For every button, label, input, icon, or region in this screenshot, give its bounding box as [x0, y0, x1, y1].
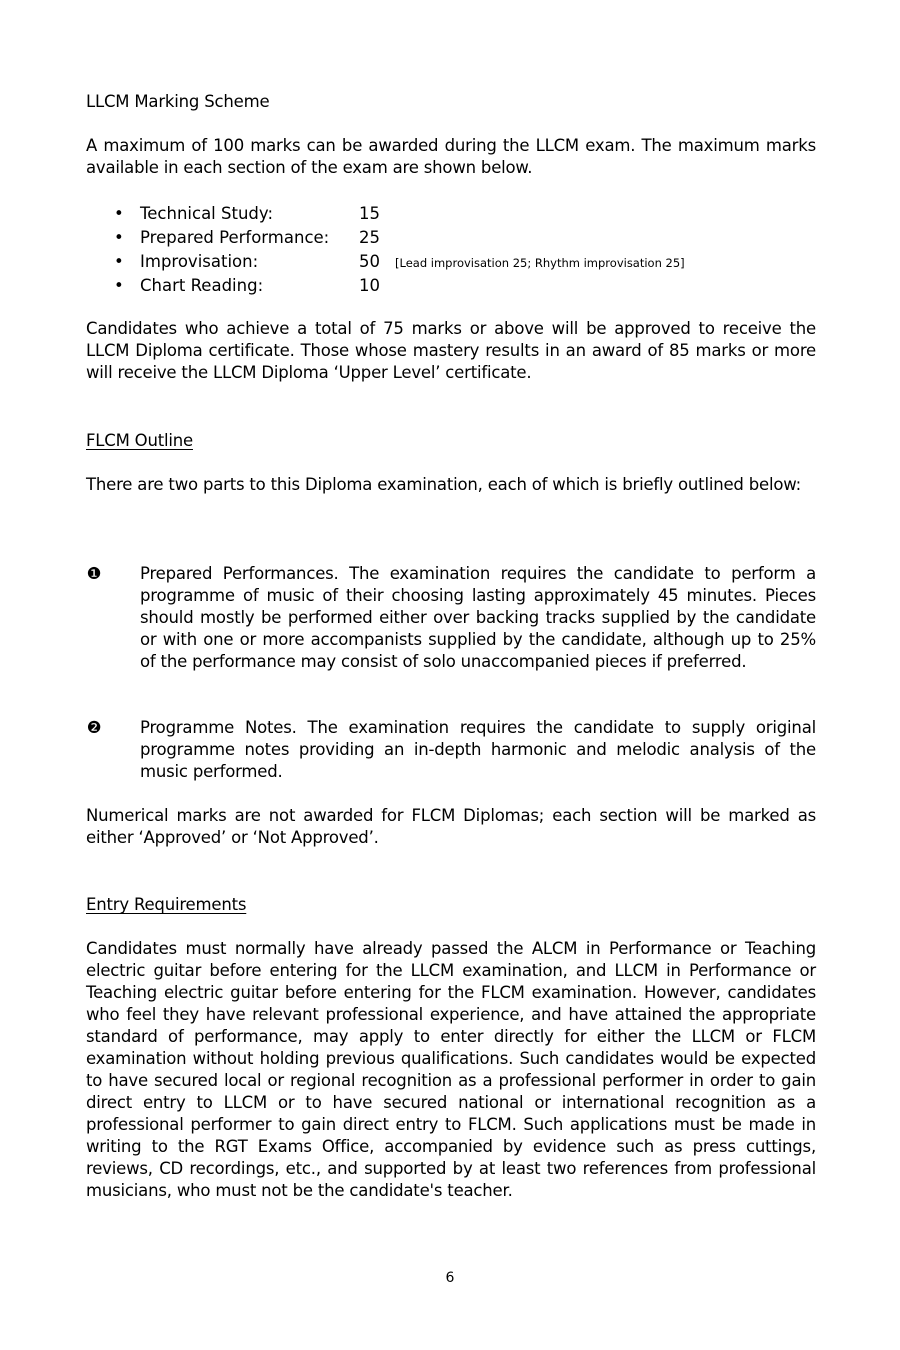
- number-1-icon: ❶: [86, 564, 102, 583]
- bullet-icon: •: [114, 228, 124, 247]
- bullet-icon: •: [114, 204, 124, 223]
- bullet-icon: •: [114, 252, 124, 271]
- number-2-icon: ❷: [86, 718, 102, 737]
- entry-requirements-heading: Entry Requirements: [86, 895, 247, 914]
- flcm-marks-note: Numerical marks are not awarded for FLCM Diplomas; each section will be marked as either ‘Approved’ or ‘Not Approved’.: [86, 806, 816, 847]
- section-label: Improvisation:: [140, 252, 259, 271]
- bullet-icon: •: [114, 276, 124, 295]
- section-label: Prepared Performance:: [140, 228, 330, 247]
- flcm-intro: There are two parts to this Diploma examination, each of which is briefly outlined below:: [86, 475, 802, 494]
- marks-list: [86, 202, 816, 298]
- marking-intro: A maximum of 100 marks can be awarded during the LLCM exam. The maximum marks available in each section of the exam are shown below.: [86, 136, 816, 177]
- section-marks: 10: [359, 276, 380, 295]
- part-text: The examination requires the candidate to perform a programme of music of their choosing lasting approximately 45 minutes. Pieces should mostly be performed either over backing tracks supplied by the candidate or with one or more accompanists supplied by the candidate, although up to 25% of the performance may consist of solo unaccompanied pieces if preferred.: [140, 564, 816, 671]
- part-title: Prepared Performances.: [140, 564, 339, 583]
- section-marks: 25: [359, 228, 380, 247]
- list-item: [86, 274, 816, 298]
- entry-requirements-text: Candidates must normally have already passed the ALCM in Performance or Teaching electric guitar before entering for the LLCM examination, and LLCM in Performance or Teaching electric guitar before entering for the FLCM examination. However, candidates who feel they have relevant professional experience, and have attained the appropriate standard of performance, may apply to enter directly for either the LLCM or FLCM examination without holding previous qualifications. Such candidates would be expected to have secured local or regional recognition as a professional performer in order to gain direct entry to LLCM or to have secured national or international recognition as a professional performer to gain direct entry to FLCM. Such applications must be made in writing to the RGT Exams Office, accompanied by evidence such as press cuttings, reviews, CD recordings, etc., and supported by at least two references from professional musicians, who must not be the candidate's teacher.: [86, 939, 816, 1200]
- section-marks: 15: [359, 204, 380, 223]
- llcm-marking-heading: LLCM Marking Scheme: [86, 92, 270, 111]
- list-item: [86, 202, 816, 226]
- list-item: [86, 250, 816, 274]
- list-item: [86, 226, 816, 250]
- part-title: Programme Notes.: [140, 718, 297, 737]
- section-label: Technical Study:: [140, 204, 274, 223]
- part-text: The examination requires the candidate to supply original programme notes providing an in-depth harmonic and melodic analysis of the music performed.: [140, 718, 816, 781]
- section-marks: 50: [359, 252, 380, 271]
- section-label: Chart Reading:: [140, 276, 264, 295]
- pass-criteria-text: Candidates who achieve a total of 75 marks or above will be approved to receive the LLCM Diploma certificate. Those whose mastery results in an award of 85 marks or more will receive the LLCM Diploma ‘Upper Level’ certificate.: [86, 319, 816, 382]
- page-number: 6: [445, 1270, 455, 1286]
- section-note: [Lead improvisation 25; Rhythm improvisation 25]: [395, 256, 685, 270]
- flcm-outline-heading: FLCM Outline: [86, 431, 193, 450]
